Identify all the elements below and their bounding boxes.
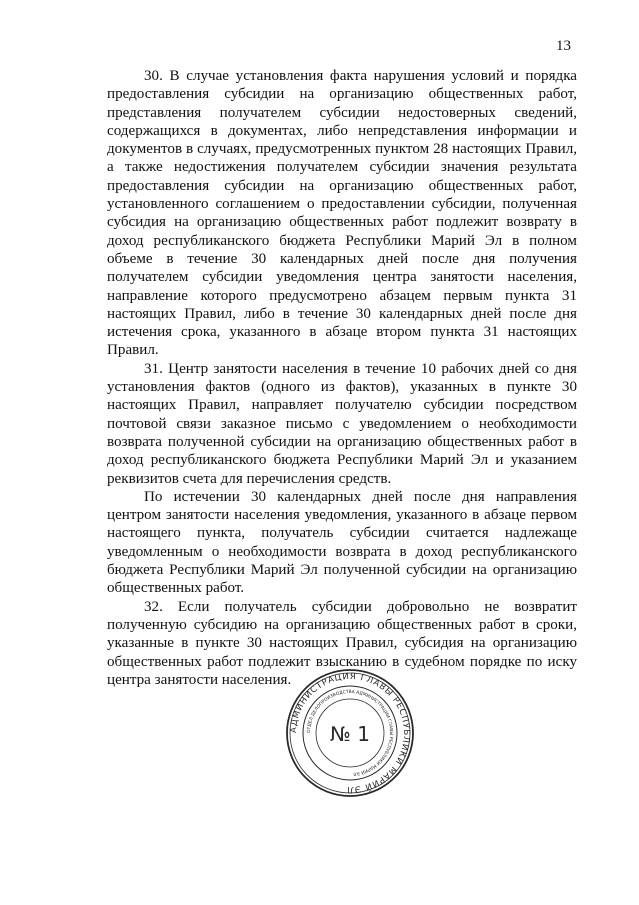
- seal-outer-text: АДМИНИСТРАЦИЯ ГЛАВЫ РЕСПУБЛИКИ МАРИЙ ЭЛ: [288, 671, 412, 795]
- document-body: [107, 67, 577, 689]
- page-number: 13: [556, 38, 571, 54]
- seal-number: № 1: [330, 722, 370, 746]
- official-seal: [285, 668, 415, 798]
- paragraph-31: 31. Центр занятости населения в течение 10 рабочих дней со дня установления фактов (одного из фактов), указанных в пункте 30 настоящих Правил, направляет получателю субсидии посредством почтовой связи заказное письмо с уведомлением о необходимости возврата полученной субсидии на организацию общественных работ в доход республиканского бюджета Республики Марий Эл и указанием реквизитов счета для перечисления средств.: [107, 360, 577, 487]
- paragraph-31-second: По истечении 30 календарных дней после дня направления центром занятости населения уведомления, указанного в абзаце первом настоящего пункта, получатель субсидии считается надлежаще уведомленным о необходимости возврата в доход республиканского бюджета Республики Марий Эл полученной субсидии на организацию общественных работ.: [107, 488, 577, 597]
- paragraph-32: 32. Если получатель субсидии добровольно не возвратит полученную субсидию на организацию общественных работ в сроки, указанные в пункте 30 настоящих Правил, субсидия на организацию общественных работ подлежит взысканию в судебном порядке по иску центра занятости населения.: [107, 598, 577, 688]
- seal-graphic: [285, 668, 415, 798]
- paragraph-30: 30. В случае установления факта нарушения условий и порядка предоставления субсидии на организацию общественных работ, представления получателем субсидии недостоверных сведений, содержащихся в документах, либо непредставления информации и документов в случаях, предусмотренных пунктом 28 настоящих Правил, а также недостижения получателем субсидии значения результата предоставления субсидии на организацию общественных работ, установленного соглашением о предоставлении субсидии, полученная субсидия на организацию общественных работ подлежит возврату в доход республиканского бюджета Республики Марий Эл в полном объеме в течение 30 календарных дней после дня получения получателем субсидии уведомления центра занятости населения, направление которого предусмотрено абзацем первым пункта 31 настоящих Правил, либо в течение 30 календарных дней после дня истечения срока, указанного в абзаце втором пункта 31 настоящих Правил.: [107, 68, 577, 359]
- seal-inner-text: ОТДЕЛ ДЕЛОПРОИЗВОДСТВА АДМИНИСТРАЦИИ ГЛАВЫ РЕСПУБЛИКИ МАРИЙ ЭЛ: [306, 689, 394, 776]
